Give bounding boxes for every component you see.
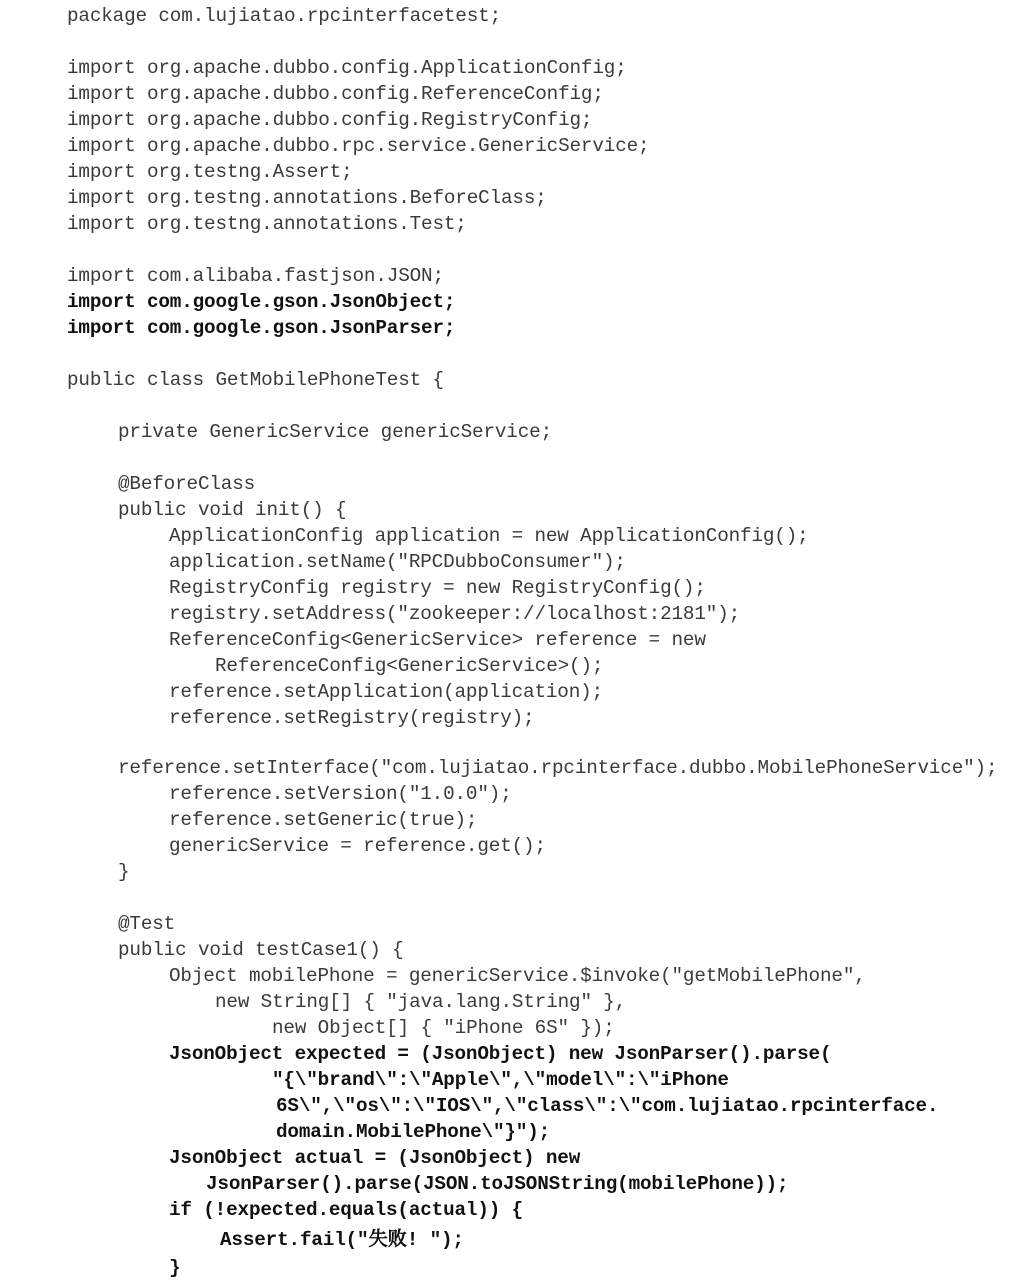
code-line-class-declaration: public class GetMobilePhoneTest {: [67, 369, 444, 391]
code-line-import: import org.testng.Assert;: [67, 161, 353, 183]
code-line-continuation-highlighted: JsonParser().parse(JSON.toJSONString(mobilePhone));: [206, 1173, 789, 1195]
code-line-import-highlighted: import com.google.gson.JsonParser;: [67, 317, 456, 339]
code-line-statement: genericService = reference.get();: [169, 835, 546, 857]
code-line-method-declaration: public void testCase1() {: [118, 939, 404, 961]
code-line-field: private GenericService genericService;: [118, 421, 552, 443]
code-line-annotation: @BeforeClass: [118, 473, 256, 495]
code-line-statement: RegistryConfig registry = new RegistryConfig();: [169, 577, 706, 599]
code-line-annotation: @Test: [118, 913, 176, 935]
code-line-statement: reference.setInterface("com.lujiatao.rpcinterface.dubbo.MobilePhoneService");: [118, 757, 998, 779]
code-line-import-highlighted: import com.google.gson.JsonObject;: [67, 291, 456, 313]
code-line-continuation: ReferenceConfig<GenericService>();: [215, 655, 604, 677]
code-line-statement: reference.setVersion("1.0.0");: [169, 783, 512, 805]
code-line-import: import org.apache.dubbo.rpc.service.GenericService;: [67, 135, 650, 157]
code-line-statement: Object mobilePhone = genericService.$invoke("getMobilePhone",: [169, 965, 866, 987]
code-line-statement-highlighted: Assert.fail("失败! ");: [220, 1229, 464, 1251]
code-line-continuation-highlighted: 6S\",\"os\":\"IOS\",\"class\":\"com.lujiatao.rpcinterface.: [276, 1095, 939, 1117]
code-line-statement: reference.setRegistry(registry);: [169, 707, 535, 729]
code-line-statement-highlighted: JsonObject actual = (JsonObject) new: [169, 1147, 581, 1169]
code-line-import: import org.apache.dubbo.config.ApplicationConfig;: [67, 57, 627, 79]
code-line-statement: reference.setGeneric(true);: [169, 809, 478, 831]
code-line-continuation-highlighted: domain.MobilePhone\"}");: [276, 1121, 551, 1143]
code-line-import: import com.alibaba.fastjson.JSON;: [67, 265, 444, 287]
code-line-import: import org.testng.annotations.Test;: [67, 213, 467, 235]
code-line-statement: application.setName("RPCDubboConsumer");: [169, 551, 626, 573]
code-line-closing-brace-highlighted: }: [169, 1257, 181, 1279]
code-line-import: import org.apache.dubbo.config.ReferenceConfig;: [67, 83, 604, 105]
code-line-closing-brace: }: [118, 861, 130, 883]
code-line-import: import org.apache.dubbo.config.RegistryConfig;: [67, 109, 593, 131]
code-line-method-declaration: public void init() {: [118, 499, 347, 521]
code-line-statement: registry.setAddress("zookeeper://localhost:2181");: [169, 603, 741, 625]
code-line-statement-highlighted: JsonObject expected = (JsonObject) new JsonParser().parse(: [169, 1043, 832, 1065]
code-line-statement: reference.setApplication(application);: [169, 681, 603, 703]
code-line-continuation: new Object[] { "iPhone 6S" });: [272, 1017, 615, 1039]
code-line-statement: ApplicationConfig application = new ApplicationConfig();: [169, 525, 809, 547]
code-line-statement: ReferenceConfig<GenericService> reference = new: [169, 629, 706, 651]
code-line-continuation-highlighted: "{\"brand\":\"Apple\",\"model\":\"iPhone: [272, 1069, 729, 1091]
code-line-import: import org.testng.annotations.BeforeClass;: [67, 187, 547, 209]
code-line-continuation: new String[] { "java.lang.String" },: [215, 991, 627, 1013]
code-line-package: package com.lujiatao.rpcinterfacetest;: [67, 5, 501, 27]
code-line-if-statement-highlighted: if (!expected.equals(actual)) {: [169, 1199, 524, 1221]
